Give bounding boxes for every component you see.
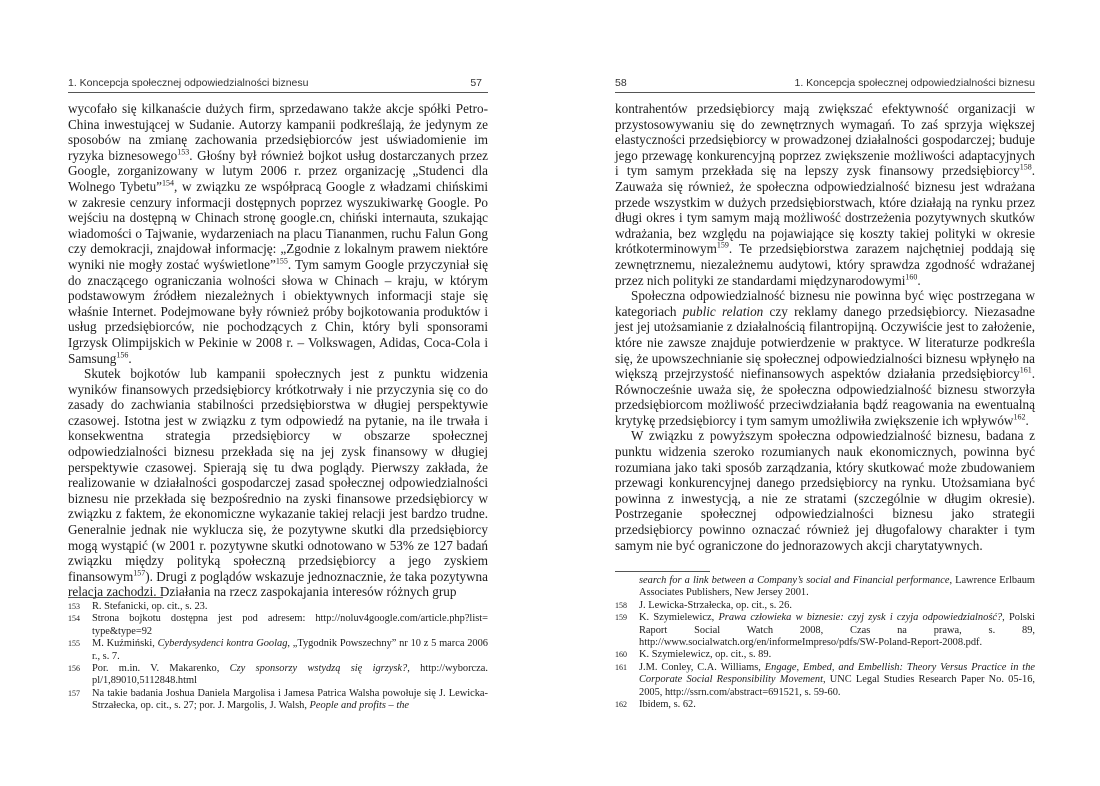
text-run: W związku z powyższym społeczna odpowiedzialność biznesu, badana z punktu widzenia szeroko rozumianych nauk ekonomicznych, powinna być rozumiana jako taki sposób zarządzania, który skutkować może zbudowaniem przewagi konkurencyjnej danego przedsiębiorcy na rynku. Utożsamiana być powinna z inwestycją, a nie ze stratami (szczególnie w długim okresie). Postrzeganie społecznej odpowiedzialności biznesu jako strategii przedsiębiorcy powinno oznaczać również jej długofalowy charakter i tym samym nie być ograniczone do jednorazowych akcji charytatywnych. — [615, 428, 1035, 553]
running-header — [68, 73, 488, 93]
footnote-rule — [68, 597, 163, 598]
footnote-text — [639, 612, 1035, 648]
footnote-reference: 158 — [1019, 162, 1032, 172]
text-run: ). Drugi z poglądów wskazuje jednoznacznie, że taka pozytywna relacja zachodzi. Działania na rzecz zaspokajania interesów różnych grup — [68, 568, 488, 600]
text-run: Strona bojkotu dostępna jest pod adresem: http://noluv4google.com/article.php?list= type&type=92 — [92, 613, 488, 637]
footnote-text — [639, 699, 696, 710]
text-run: . — [917, 272, 921, 288]
footnote-text — [92, 663, 488, 686]
footnotes — [615, 571, 1035, 711]
text-run: kontrahentów przedsiębiorcy mają zwiększać efektywność organizacji w przystosowywaniu się do zewnętrznych wymagań. To zaś sprzyja większej elastyczności przedsiębiorcy w prowadzonej działalności gospodarczej; buduje jego przewagę konkurencyjną poprzez zwiększenie możliwości adaptacyjnych i tym samym przekłada się na lepszy zysk finansowy przedsiębiorcy — [615, 101, 1035, 179]
text-run: K. Szymielewicz, — [639, 612, 719, 624]
footnote-reference: 153 — [177, 147, 190, 157]
footnote-continuation — [615, 575, 1035, 600]
text-run: . — [1025, 412, 1029, 428]
paragraph — [615, 101, 1035, 288]
footnote-text — [639, 649, 771, 660]
footnote-number: 159 — [615, 613, 627, 623]
text-run: M. Kuźmiński, — [92, 638, 158, 650]
footnote-reference: 154 — [162, 178, 175, 188]
footnote-number: 157 — [68, 688, 80, 698]
right-page — [615, 0, 1035, 786]
italic-text: Czy sponsorzy wstydzą się igrzysk? — [229, 663, 408, 675]
running-header-title: 1. Koncepcja społecznej odpowiedzialności biznesu — [68, 77, 309, 89]
footnote — [615, 612, 1035, 649]
footnote — [68, 663, 488, 688]
italic-text: People and profits – the — [309, 700, 410, 712]
footnote-reference: 157 — [133, 568, 146, 578]
footnote — [68, 601, 488, 613]
page-number: 58 — [615, 77, 627, 89]
italic-text: Prawa człowieka w biznesie: czyj zysk i czyja odpowiedzialność? — [718, 612, 1003, 624]
paragraph — [615, 428, 1035, 553]
italic-text: search for a link between a Company’s social and Financial performance — [639, 575, 950, 586]
footnote-rule — [615, 571, 710, 572]
footnote-text — [639, 600, 792, 611]
footnote-text — [92, 601, 207, 612]
text-run: czy reklamy danego przedsiębiorcy. Niezasadne jest jej utożsamianie z działalnością filantropijną. Oczywiście jest to założenie, które nie zawsze znajduje potwierdzenie w praktyce. W literaturze podkreśla się, że upowszechnianie się społecznej odpowiedzialności biznesu wpłynęło na większą przejrzystość niefinansowych aspektów działania przedsiębiorcy — [615, 303, 1036, 382]
footnote-number: 160 — [615, 650, 627, 660]
italic-text: public relation — [682, 303, 764, 319]
body-text — [615, 101, 1035, 553]
text-run: . Równocześnie uważa się, że społeczna odpowiedzialność biznesu stworzyła przedsiębiorcom możliwość przeciwdziałania bądź reagowania na ewentualną krytykę przedsiębiorcy i tym samym umożliwiła zwiększenie ich wpływów — [615, 366, 1035, 428]
footnote — [615, 600, 1035, 612]
footnote — [68, 638, 488, 663]
page-number: 57 — [470, 77, 482, 89]
text-run: K. Szymielewicz, op. cit., s. 89. — [639, 649, 772, 661]
text-run: , http://wyborcza. pl/1,89010,5112848.html — [92, 663, 488, 687]
italic-text: Cyberdysydenci kontra Goolag — [157, 638, 288, 650]
footnote-reference: 155 — [275, 256, 288, 266]
text-run: , UNC Legal Studies Research Paper No. 05-16, 2005, http://ssrn.com/abstract=691521, s. 59-60. — [639, 674, 1035, 698]
paragraph — [68, 101, 488, 366]
paragraph — [68, 366, 488, 600]
text-run: Społeczna odpowiedzialność biznesu nie powinna być więc postrzegana w kategoriach — [615, 288, 1035, 319]
footnote-number: 162 — [615, 700, 627, 710]
text-run: Por. m.in. V. Makarenko, — [92, 663, 230, 675]
footnotes — [68, 597, 488, 713]
text-run: . Głośny był również bojkot usług dostarczanych przez Google, zorganizowany w lutym 2006 r. przez organizację „Studenci dla Wolnego Tybetu” — [68, 147, 488, 194]
footnote — [68, 613, 488, 638]
footnote — [615, 699, 1035, 711]
text-run: . Te przedsiębiorstwa zarazem najchętniej poddają się zewnętrznemu, niezależnemu audytowi, który sprawdza zgodność wdrażanej przez nich polityki ze standardami międzynarodowymi — [615, 241, 1035, 288]
footnote-number: 156 — [68, 664, 80, 674]
footnote-number: 161 — [615, 662, 627, 672]
text-run: J. Lewicka-Strzałecka, op. cit., s. 26. — [639, 599, 792, 611]
paragraph — [615, 288, 1035, 428]
running-header-title: 1. Koncepcja społecznej odpowiedzialności biznesu — [794, 77, 1035, 89]
text-run: Skutek bojkotów lub kampanii społecznych jest z punktu widzenia wyników finansowych przedsiębiorcy krótkotrwały i nie przyczynia się co do zasady do zachwiania stabilności przedsiębiorstwa w długiej perspektywie czasowej. Istotna jest w związku z tym odpowiedź na pytanie, na ile trwała i konsekwentna strategia przedsiębiorcy w obszarze społecznej odpowiedzialności biznesu przekłada się na jej zysk finansowy w długiej perspektywie czasowej. Spierają się tu dwa poglądy. Pierwszy zakłada, że realizowanie w działalności gospodarczej zasad społecznej odpowiedzialności biznesu nie przekłada się bezpośrednio na zyski finansowe przedsiębiorcy w związku z faktem, że ekonomiczne wykazanie takiej relacji jest bardzo trudne. Generalnie jednak nie wyklucza się, że pozytywne skutki dla przedsiębiorcy mogą wystąpić (w 2001 r. pozytywne skutki odnotowano w 53% ze 127 badań związku między polityką społeczną przedsiębiorcy a jego zyskiem finansowym — [68, 366, 488, 584]
text-run: R. Stefanicki, op. cit., s. 23. — [92, 601, 208, 612]
text-run: . Tym samym Google przyczyniał się do znaczącego ograniczania wolności słowa w Chinach – kraju, w którym podstawowym źródłem niezależnych i obiektywnych informacji staje się właśnie Internet. Podejmowane były również próby bojkotowania produktów i usług przedsiębiorców, nie pochodzących z Chin, który byli sponsorami Igrzysk Olimpijskich w Pekinie w 2008 r. – Volkswagen, Adidas, Coca-Cola i Samsung — [68, 256, 488, 366]
header-rule — [68, 92, 488, 93]
footnote-reference: 156 — [116, 350, 129, 360]
footnote-reference: 160 — [905, 272, 918, 282]
text-run: . — [128, 350, 132, 366]
text-run: Na takie badania Joshua Daniela Margolisa i Jamesa Patrica Walsha powołuje się J. Lewicka-Strzałecka, op. cit., s. 27; por. J. Margolis, J. Walsh, — [92, 687, 488, 712]
footnote-number: 158 — [615, 600, 627, 610]
footnote-reference: 162 — [1013, 412, 1026, 422]
footnote — [68, 688, 488, 713]
footnote-number: 155 — [68, 639, 80, 649]
footnote — [615, 649, 1035, 661]
footnote-number: 153 — [68, 602, 80, 611]
header-rule — [615, 92, 1035, 93]
text-run: , Polski Raport Social Watch 2008, Czas na prawa, s. 89, http://www.socialwatch.org/en/informeImpreso/pdfs/SW-Poland-Report-2008.pdf. — [639, 612, 1035, 649]
text-run: , w związku ze współpracą Google z władzami chińskimi w zakresie cenzury informacji dostępnych poprzez wyszukiwarkę Google. Po wejściu na dostępną w Chinach stronę google.cn, chiński internauta, szukając wiadomości o Tajwanie, wydarzeniach na placu Tiananmen, ruchu Falun Gong czy demokracji, znajdował informację: „Zgodnie z lokalnym prawem niektóre wyniki nie mogły zostać wyświetlone” — [68, 178, 488, 272]
footnote — [615, 662, 1035, 699]
text-run: , „Tygodnik Powszechny” nr 10 z 5 marca 2006 r., s. 7. — [92, 638, 488, 662]
text-run: , Lawrence Erlbaum Associates Publishers, New Jersey 2001. — [639, 575, 1036, 599]
body-text — [68, 101, 488, 600]
footnote-text — [92, 638, 488, 661]
footnote-text — [92, 613, 488, 636]
running-header — [615, 73, 1035, 93]
text-run: wycofało się kilkanaście dużych firm, sprzedawano także akcje spółki Petro-China inwestującej w Sudanie. Autorzy kampanii podkreślają, że jedynym ze sposobów na zmianę zachowania przedsiębiorców jest uświadomienie im ryzyka biznesowego — [68, 101, 488, 163]
italic-text: Engage, Embed, and Embellish: Theory Versus Practice in the Corporate Social Responsibility Movement — [639, 661, 1035, 686]
text-run: J.M. Conley, C.A. Williams, — [639, 661, 765, 673]
footnote-number: 154 — [68, 614, 80, 624]
text-run: . Zauważa się również, że społeczna odpowiedzialność biznesu jest wdrażana przede wszystkim w dużych przedsiębiorstwach, które działają na rynku przez długi okres i tym samym mają możliwość dostrzeżenia pozytywnych skutków wdrażania, bez względu na pojawiające się koszty takiej polityki w okresie krótkoterminowym — [615, 163, 1035, 257]
footnote-text — [92, 688, 488, 711]
footnote-reference: 159 — [716, 240, 729, 250]
left-page — [68, 0, 488, 786]
text-run: Ibidem, s. 62. — [639, 699, 696, 711]
footnote-reference: 161 — [1019, 365, 1032, 375]
footnote-text — [639, 662, 1035, 698]
